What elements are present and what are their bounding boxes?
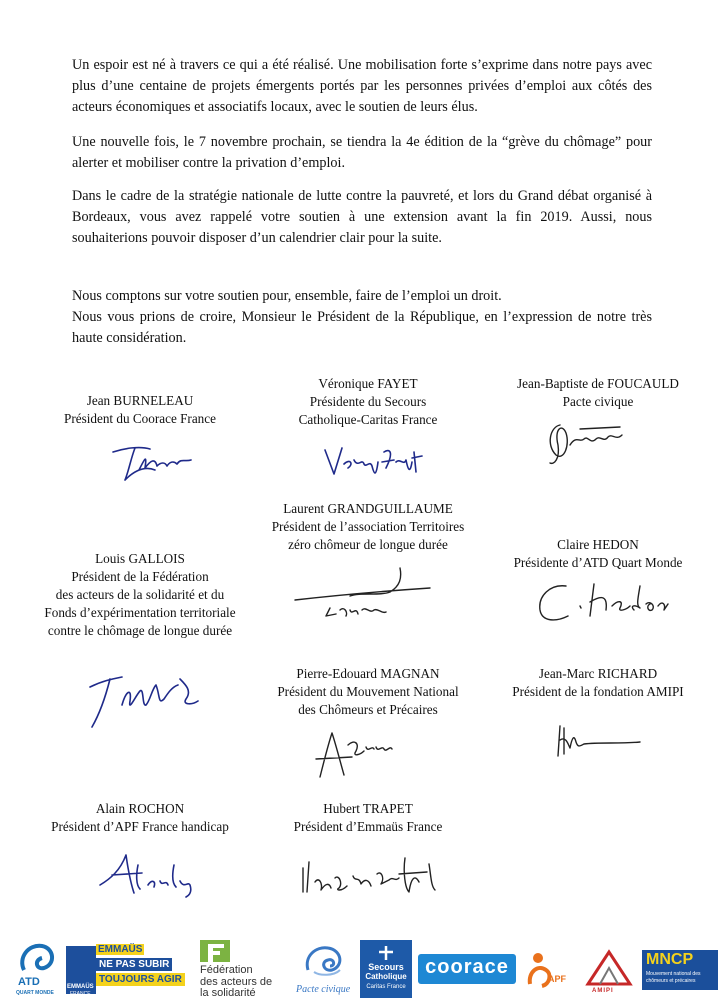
logo-atd-line2: QUART MONDE bbox=[16, 990, 54, 996]
signature-grandguillaume bbox=[290, 562, 440, 622]
logo-secours-line1: Secours bbox=[368, 962, 404, 972]
logo-amipi-line1: AMIPI bbox=[592, 988, 614, 994]
logo-pacte-line1: Pacte civique bbox=[296, 984, 351, 995]
atd-swirl-icon bbox=[14, 940, 60, 976]
signatory-role: Présidente du Secours bbox=[309, 394, 427, 409]
signature-rochon bbox=[90, 845, 210, 900]
signatory-richard bbox=[488, 665, 708, 701]
signatory-hedon bbox=[488, 536, 708, 572]
paragraph-greve: Une nouvelle fois, le 7 novembre prochain, se tiendra la 4e édition de la “grève du chômage” pour alerter et mobiliser contre la privation d’emploi. bbox=[72, 134, 652, 171]
signatory-name: Jean BURNELEAU bbox=[86, 393, 194, 408]
signatory-name: Claire HEDON bbox=[557, 537, 639, 552]
logo-mncp bbox=[642, 940, 718, 998]
logo-emmaus-line5: FRANCE bbox=[70, 991, 91, 997]
logo-mncp-line3: chômeurs et précaires bbox=[646, 978, 696, 984]
logo-apf-line1: APF bbox=[548, 974, 566, 984]
signatory-role: Présidente d’ATD Quart Monde bbox=[513, 555, 683, 570]
signature-hedon bbox=[528, 576, 678, 631]
signatory-role: Président d’APF France handicap bbox=[51, 819, 229, 834]
partner-logos bbox=[0, 940, 722, 1002]
signatory-role: des acteurs de la solidarité et du bbox=[55, 587, 225, 602]
signatory-name: Jean-Marc RICHARD bbox=[538, 666, 658, 681]
signature-foucauld bbox=[540, 415, 640, 470]
signatory-role: Président du Mouvement National bbox=[277, 684, 459, 699]
logo-federation-line3: la solidarité bbox=[200, 987, 256, 999]
logo-federation-line2: des acteurs de bbox=[200, 976, 273, 988]
logo-amipi bbox=[582, 940, 636, 998]
logo-emmaus-line2: NE PAS SUBIR bbox=[96, 958, 172, 971]
signatory-name: Hubert TRAPET bbox=[323, 801, 413, 816]
logo-emmaus-line1: EMMAÜS bbox=[98, 944, 143, 955]
logo-apf bbox=[524, 940, 574, 998]
apf-figure-icon bbox=[524, 950, 564, 990]
signatory-role: contre le chômage de longue durée bbox=[47, 623, 233, 638]
amipi-triangle-icon bbox=[584, 948, 634, 988]
signatory-name: Louis GALLOIS bbox=[95, 551, 185, 566]
paragraph-strategie: Dans le cadre de la stratégie nationale de lutte contre la pauvreté, et lors du Grand débat organisé à Bordeaux, vous avez rappelé votre soutien à une extension avant la fin 2019. Aussi, nous souhaiterions pouvoir disposer d’un calendrier clair pour la suite. bbox=[72, 188, 652, 246]
pacte-civique-swirl-icon bbox=[300, 942, 350, 978]
logo-federation bbox=[198, 940, 290, 998]
signatory-name: Jean-Baptiste de FOUCAULD bbox=[517, 376, 679, 391]
signatory-role: Pacte civique bbox=[562, 394, 634, 409]
logo-secours-line3: Caritas France bbox=[366, 984, 406, 990]
logo-emmaus-line4: EMMAÜS bbox=[67, 984, 94, 990]
signatory-grandguillaume bbox=[258, 500, 478, 554]
signatory-role: Président du Coorace France bbox=[64, 411, 216, 426]
logo-pacte-civique bbox=[296, 940, 354, 998]
signatory-fayet bbox=[258, 375, 478, 429]
signatory-role: Président d’Emmaüs France bbox=[293, 819, 443, 834]
secours-cross-icon bbox=[376, 944, 396, 962]
logo-federation-line1: Fédération bbox=[200, 964, 253, 976]
closing-line-2: Nous vous prions de croire, Monsieur le Président de la République, en l’expression de notre très haute considération. bbox=[72, 309, 652, 346]
closing-paragraph bbox=[72, 286, 652, 349]
signatory-role: Président de la Fédération bbox=[71, 569, 209, 584]
signatory-role: Président de l’association Territoires bbox=[271, 519, 465, 534]
signatory-role: zéro chômeur de longue durée bbox=[288, 537, 448, 552]
signature-fayet bbox=[320, 438, 430, 483]
closing-line-1: Nous comptons sur votre soutien pour, ensemble, faire de l’emploi un droit. bbox=[72, 288, 502, 304]
logo-atd-line1: ATD bbox=[18, 976, 40, 988]
logo-coorace bbox=[418, 940, 516, 998]
logo-atd bbox=[14, 940, 60, 998]
signatory-name: Alain ROCHON bbox=[95, 801, 185, 816]
signatory-rochon bbox=[30, 800, 250, 836]
signatory-magnan bbox=[258, 665, 478, 719]
signatory-role: des Chômeurs et Précaires bbox=[298, 702, 438, 717]
logo-secours-line2: Catholique bbox=[365, 972, 407, 981]
signatory-role: Président de la fondation AMIPI bbox=[512, 684, 684, 699]
signature-richard bbox=[550, 718, 650, 763]
signature-gallois bbox=[82, 665, 212, 735]
logo-emmaus-line3: TOUJOURS AGIR bbox=[96, 973, 185, 986]
signatory-burneleau bbox=[30, 392, 250, 428]
logo-secours-catholique bbox=[360, 940, 412, 998]
federation-mark bbox=[200, 940, 230, 962]
signatory-name: Pierre-Edouard MAGNAN bbox=[296, 666, 440, 681]
signatory-trapet bbox=[258, 800, 478, 836]
paragraph-espoir: Un espoir est né à travers ce qui a été réalisé. Une mobilisation forte s’exprime dans notre pays avec plus d’une centaine de projets émergents portés par les personnes privées d’emploi aux côtés des acteurs économiques et associatifs locaux, avec le soutien de leurs élus. bbox=[72, 57, 652, 115]
signatory-gallois bbox=[30, 550, 250, 640]
logo-emmaus bbox=[66, 940, 192, 998]
signatory-name: Véronique FAYET bbox=[318, 376, 418, 391]
signatory-role: Catholique-Caritas France bbox=[298, 412, 438, 427]
signature-burneleau bbox=[95, 440, 205, 485]
signature-magnan bbox=[312, 725, 422, 785]
logo-mncp-line2: Mouvement national des bbox=[646, 971, 701, 977]
signatory-role: Fonds d’expérimentation territoriale bbox=[44, 605, 236, 620]
logo-mncp-line1: MNCP bbox=[646, 951, 694, 968]
signatory-foucauld bbox=[488, 375, 708, 411]
signature-trapet bbox=[295, 848, 455, 898]
signatory-name: Laurent GRANDGUILLAUME bbox=[283, 501, 453, 516]
logo-coorace-line1: coorace bbox=[425, 956, 509, 978]
